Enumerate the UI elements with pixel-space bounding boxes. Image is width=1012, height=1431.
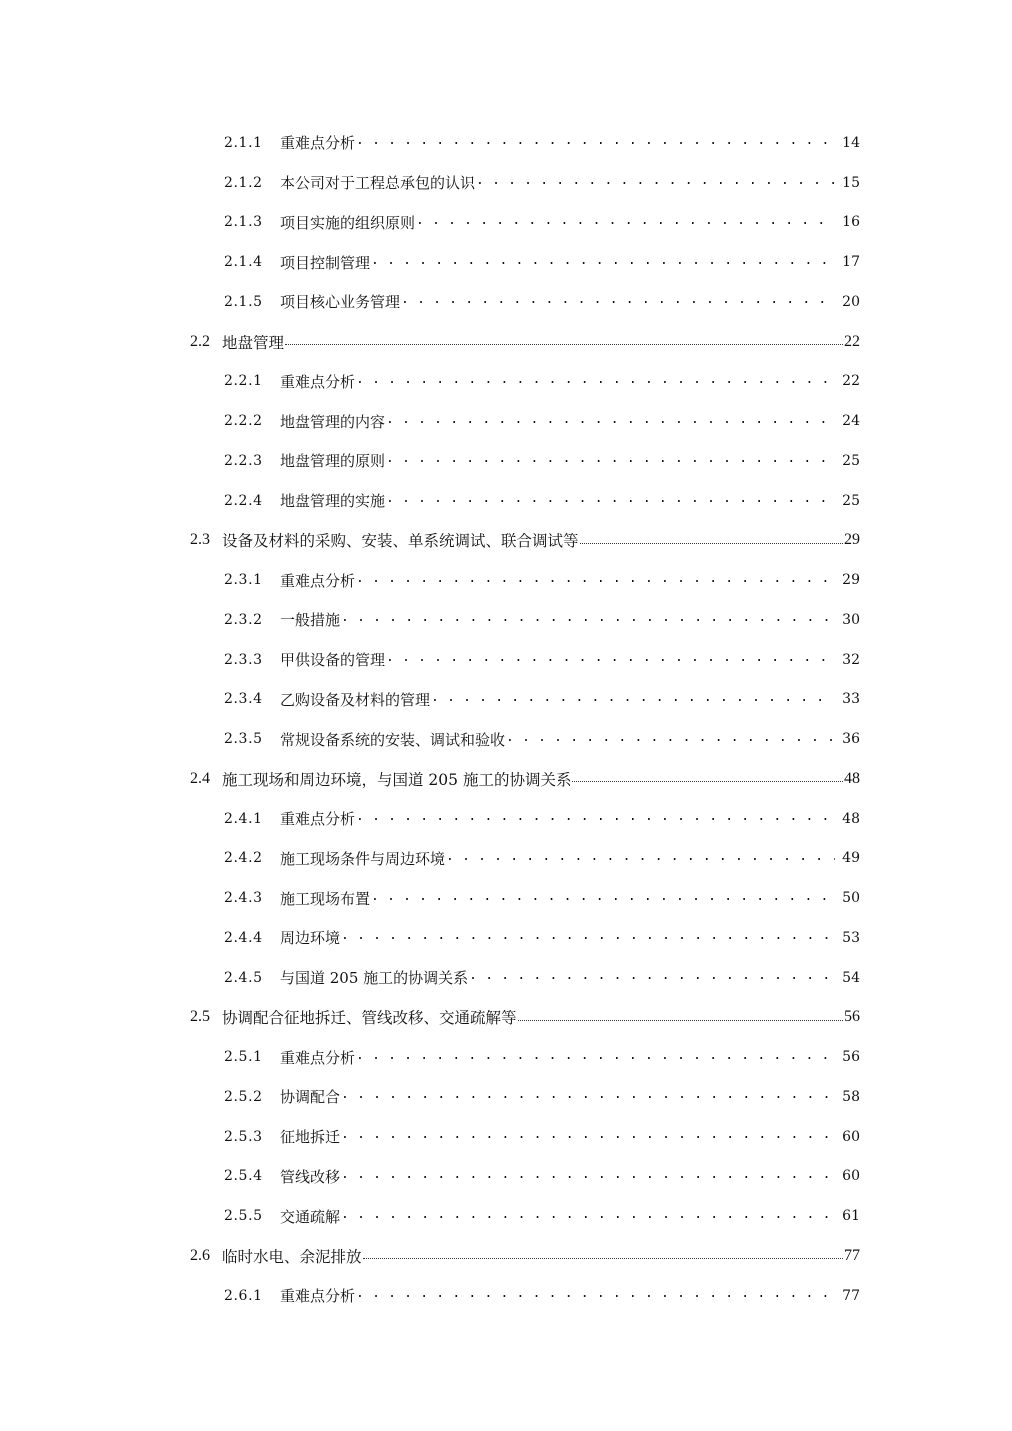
toc-subsection-entry[interactable] bbox=[0, 163, 860, 203]
toc-subsection-entry[interactable] bbox=[0, 878, 860, 918]
toc-entry-title: 项目实施的组织原则 bbox=[280, 213, 416, 232]
toc-entry-number: 2.4.4 bbox=[224, 929, 263, 946]
toc-subsection-entry[interactable] bbox=[0, 401, 860, 441]
toc-entry-page-number: 54 bbox=[842, 969, 860, 986]
toc-dot-leader bbox=[371, 891, 835, 906]
toc-subsection-entry[interactable] bbox=[0, 441, 860, 481]
toc-entry-number: 2.1.3 bbox=[224, 214, 263, 231]
toc-dot-leader bbox=[506, 732, 835, 747]
toc-dot-leader bbox=[356, 573, 835, 588]
toc-entry-page-number: 25 bbox=[842, 492, 860, 509]
toc-subsection-entry[interactable] bbox=[0, 203, 860, 243]
toc-entry-number: 2.3.5 bbox=[224, 731, 263, 748]
toc-dot-leader bbox=[572, 771, 843, 787]
toc-entry-title: 重难点分析 bbox=[280, 1287, 356, 1306]
toc-subsection-entry[interactable] bbox=[0, 839, 860, 879]
toc-entry-number: 2.4 bbox=[190, 769, 210, 787]
toc-section-entry[interactable] bbox=[0, 759, 860, 799]
toc-entry-page-number: 60 bbox=[842, 1168, 860, 1185]
toc-subsection-entry[interactable] bbox=[0, 680, 860, 720]
toc-entry-number: 2.1.5 bbox=[224, 293, 263, 310]
toc-subsection-entry[interactable] bbox=[0, 242, 860, 282]
toc-entry-number: 2.2.4 bbox=[224, 492, 263, 509]
toc-dot-leader bbox=[469, 970, 835, 985]
toc-entry-title: 协调配合 bbox=[280, 1088, 341, 1107]
toc-entry-number: 2.1.2 bbox=[224, 174, 263, 191]
toc-entry-number: 2.5.1 bbox=[224, 1049, 263, 1066]
toc-subsection-entry[interactable] bbox=[0, 640, 860, 680]
toc-dot-leader bbox=[341, 1129, 835, 1144]
toc-entry-page-number: 20 bbox=[842, 293, 860, 310]
toc-entry-title: 管线改移 bbox=[280, 1167, 341, 1186]
toc-entry-number: 2.3.3 bbox=[224, 651, 263, 668]
toc-entry-title: 施工现场和周边环境，与国道 205 施工的协调关系 bbox=[222, 770, 572, 789]
toc-entry-number: 2.3.1 bbox=[224, 572, 263, 589]
toc-entry-number: 2.4.2 bbox=[224, 850, 263, 867]
toc-subsection-entry[interactable] bbox=[0, 1037, 860, 1077]
toc-entry-page-number: 22 bbox=[842, 373, 860, 390]
toc-entry-page-number: 60 bbox=[842, 1128, 860, 1145]
toc-dot-leader bbox=[341, 612, 835, 627]
toc-entry-number: 2.5.4 bbox=[224, 1168, 263, 1185]
toc-entry-number: 2.1.1 bbox=[224, 134, 263, 151]
toc-entry-page-number: 33 bbox=[842, 691, 860, 708]
toc-dot-leader bbox=[356, 811, 835, 826]
toc-dot-leader bbox=[416, 215, 835, 230]
toc-dot-leader bbox=[356, 1050, 835, 1065]
toc-dot-leader bbox=[356, 1288, 835, 1303]
toc-entry-title: 临时水电、余泥排放 bbox=[222, 1247, 362, 1266]
toc-section-entry[interactable] bbox=[0, 521, 860, 561]
toc-dot-leader bbox=[371, 255, 835, 270]
toc-dot-leader bbox=[285, 334, 843, 350]
toc-entry-page-number: 29 bbox=[842, 572, 860, 589]
toc-entry-number: 2.3.2 bbox=[224, 611, 263, 628]
toc-dot-leader bbox=[356, 374, 835, 389]
toc-entry-page-number: 24 bbox=[842, 413, 860, 430]
toc-dot-leader bbox=[580, 533, 843, 549]
toc-entry-number: 2.3.4 bbox=[224, 691, 263, 708]
toc-dot-leader bbox=[476, 175, 835, 190]
toc-subsection-entry[interactable] bbox=[0, 1196, 860, 1236]
toc-dot-leader bbox=[386, 453, 835, 468]
toc-subsection-entry[interactable] bbox=[0, 1276, 860, 1316]
toc-entry-page-number: 30 bbox=[842, 611, 860, 628]
toc-dot-leader bbox=[386, 652, 835, 667]
toc-dot-leader bbox=[518, 1010, 843, 1026]
toc-entry-number: 2.5.5 bbox=[224, 1208, 263, 1225]
toc-dot-leader bbox=[446, 851, 835, 866]
toc-section-entry[interactable] bbox=[0, 998, 860, 1038]
toc-dot-leader bbox=[341, 1089, 835, 1104]
toc-subsection-entry[interactable] bbox=[0, 123, 860, 163]
toc-entry-number: 2.2.3 bbox=[224, 452, 263, 469]
toc-entry-number: 2.4.5 bbox=[224, 969, 263, 986]
toc-entry-page-number: 48 bbox=[842, 810, 860, 827]
toc-entry-title: 重难点分析 bbox=[280, 372, 356, 391]
toc-entry-title: 项目控制管理 bbox=[280, 253, 371, 272]
toc-section-entry[interactable] bbox=[0, 1236, 860, 1276]
toc-subsection-entry[interactable] bbox=[0, 1077, 860, 1117]
toc-entry-number: 2.5.2 bbox=[224, 1088, 263, 1105]
toc-entry-page-number: 14 bbox=[842, 134, 860, 151]
toc-entry-number: 2.1.4 bbox=[224, 254, 263, 271]
toc-entry-page-number: 17 bbox=[842, 254, 860, 271]
toc-entry-number: 2.4.1 bbox=[224, 810, 263, 827]
toc-entry-page-number: 16 bbox=[842, 214, 860, 231]
toc-entry-title: 施工现场条件与周边环境 bbox=[280, 849, 446, 868]
toc-entry-title: 设备及材料的采购、安装、单系统调试、联合调试等 bbox=[222, 532, 579, 551]
toc-entry-title: 与国道 205 施工的协调关系 bbox=[280, 969, 469, 988]
toc-entry-number: 2.4.3 bbox=[224, 890, 263, 907]
toc-entry-page-number: 56 bbox=[842, 1049, 860, 1066]
toc-entry-number: 2.5.3 bbox=[224, 1128, 263, 1145]
toc-entry-title: 重难点分析 bbox=[280, 810, 356, 829]
table-of-contents bbox=[0, 123, 1012, 1316]
toc-entry-page-number: 36 bbox=[842, 731, 860, 748]
toc-entry-title: 协调配合征地拆迁、管线改移、交通疏解等 bbox=[222, 1009, 517, 1028]
toc-subsection-entry[interactable] bbox=[0, 600, 860, 640]
toc-subsection-entry[interactable] bbox=[0, 918, 860, 958]
toc-entry-page-number: 22 bbox=[844, 332, 860, 350]
toc-entry-page-number: 53 bbox=[842, 929, 860, 946]
toc-entry-page-number: 77 bbox=[842, 1287, 860, 1304]
toc-subsection-entry[interactable] bbox=[0, 481, 860, 521]
toc-entry-title: 周边环境 bbox=[280, 929, 341, 948]
toc-subsection-entry[interactable] bbox=[0, 560, 860, 600]
toc-subsection-entry[interactable] bbox=[0, 1157, 860, 1197]
toc-dot-leader bbox=[401, 294, 835, 309]
toc-subsection-entry[interactable] bbox=[0, 362, 860, 402]
toc-entry-title: 征地拆迁 bbox=[280, 1128, 341, 1147]
toc-dot-leader bbox=[386, 414, 835, 429]
toc-entry-title: 地盘管理的实施 bbox=[280, 492, 386, 511]
toc-entry-title: 交通疏解 bbox=[280, 1207, 341, 1226]
toc-subsection-entry[interactable] bbox=[0, 1117, 860, 1157]
toc-dot-leader bbox=[341, 1169, 835, 1184]
toc-entry-page-number: 15 bbox=[842, 174, 860, 191]
toc-entry-number: 2.2.2 bbox=[224, 413, 263, 430]
toc-dot-leader bbox=[341, 930, 835, 945]
toc-entry-page-number: 61 bbox=[842, 1208, 860, 1225]
toc-subsection-entry[interactable] bbox=[0, 282, 860, 322]
toc-entry-page-number: 50 bbox=[842, 890, 860, 907]
toc-entry-title: 一般措施 bbox=[280, 611, 341, 630]
toc-entry-title: 地盘管理的内容 bbox=[280, 412, 386, 431]
toc-entry-title: 甲供设备的管理 bbox=[280, 651, 386, 670]
toc-entry-page-number: 32 bbox=[842, 651, 860, 668]
toc-entry-number: 2.6 bbox=[190, 1246, 210, 1264]
toc-entry-page-number: 56 bbox=[844, 1008, 860, 1026]
toc-entry-title: 施工现场布置 bbox=[280, 889, 371, 908]
toc-subsection-entry[interactable] bbox=[0, 799, 860, 839]
toc-entry-number: 2.6.1 bbox=[224, 1287, 263, 1304]
toc-entry-title: 重难点分析 bbox=[280, 571, 356, 590]
toc-entry-title: 地盘管理的原则 bbox=[280, 452, 386, 471]
toc-entry-title: 重难点分析 bbox=[280, 1048, 356, 1067]
toc-entry-number: 2.2 bbox=[190, 332, 210, 350]
toc-dot-leader bbox=[356, 135, 835, 150]
toc-entry-page-number: 58 bbox=[842, 1088, 860, 1105]
toc-dot-leader bbox=[363, 1248, 843, 1264]
toc-entry-number: 2.3 bbox=[190, 531, 210, 549]
toc-entry-page-number: 25 bbox=[842, 452, 860, 469]
toc-entry-page-number: 29 bbox=[844, 531, 860, 549]
toc-subsection-entry[interactable] bbox=[0, 958, 860, 998]
toc-section-entry[interactable] bbox=[0, 322, 860, 362]
toc-entry-title: 常规设备系统的安装、调试和验收 bbox=[280, 730, 506, 749]
toc-entry-title: 本公司对于工程总承包的认识 bbox=[280, 174, 476, 193]
toc-entry-title: 地盘管理 bbox=[222, 333, 285, 352]
toc-entry-page-number: 48 bbox=[844, 769, 860, 787]
toc-entry-number: 2.5 bbox=[190, 1008, 210, 1026]
toc-dot-leader bbox=[341, 1209, 835, 1224]
toc-entry-number: 2.2.1 bbox=[224, 373, 263, 390]
toc-dot-leader bbox=[431, 692, 835, 707]
toc-entry-title: 重难点分析 bbox=[280, 134, 356, 153]
toc-entry-title: 乙购设备及材料的管理 bbox=[280, 690, 431, 709]
toc-entry-title: 项目核心业务管理 bbox=[280, 293, 401, 312]
toc-dot-leader bbox=[386, 493, 835, 508]
toc-entry-page-number: 49 bbox=[842, 850, 860, 867]
toc-entry-page-number: 77 bbox=[844, 1246, 860, 1264]
toc-subsection-entry[interactable] bbox=[0, 719, 860, 759]
